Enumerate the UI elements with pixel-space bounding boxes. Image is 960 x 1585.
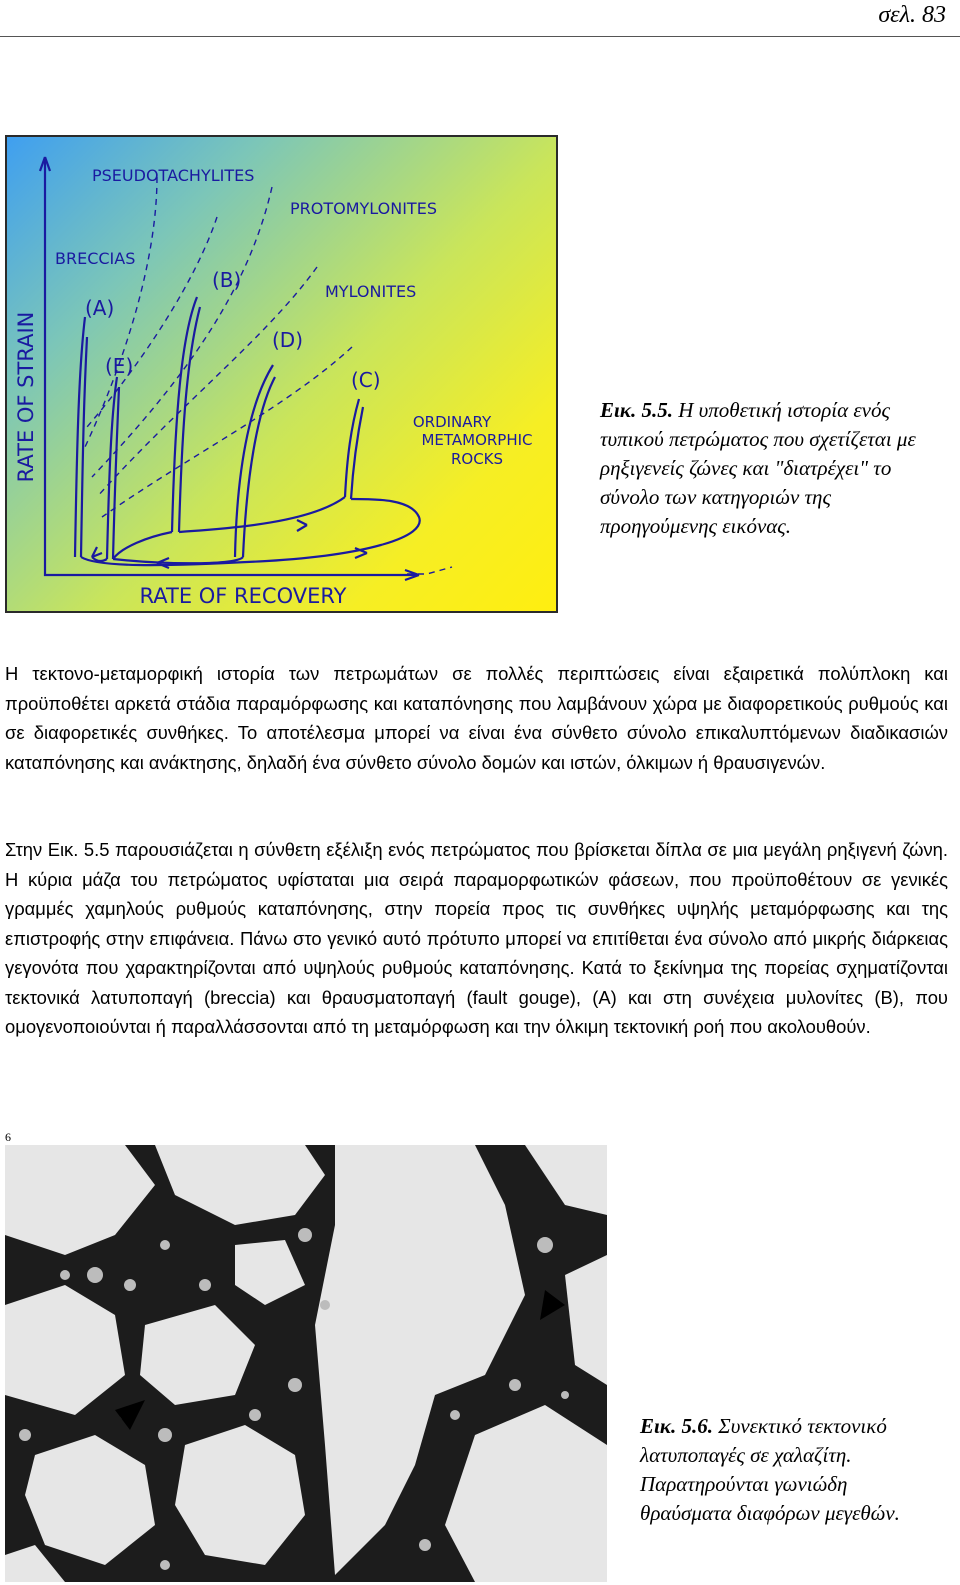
header-rule: [0, 36, 960, 37]
figure-5-5-diagram: [5, 135, 558, 613]
page-number: σελ. 83: [878, 2, 946, 28]
figure-5-5-caption-number: Εικ. 5.5.: [600, 398, 673, 422]
label-c: (C): [351, 368, 381, 392]
figure-5-6-caption-text: Συνεκτικό τεκτονικό λατυποπαγές σε χαλαζίτη. Παρατηρούνται γωνιώδη θραύσματα διαφόρων μεγεθών.: [640, 1414, 900, 1525]
paragraph-1: Η τεκτονο-μεταμορφική ιστορία των πετρωμάτων σε πολλές περιπτώσεις είναι εξαιρετικά πολύπλοκη και προϋποθέτει αρκετά στάδια παραμόρφωσης και καταπόνησης που λαμβάνουν χώρα με διαφορετικούς ρυθμούς και σε διαφορετικές συνθήκες. Το αποτέλεσμα μπορεί να είναι ένα σύνθετο σύνολο επικαλυπτόμενων διαδικασιών καταπόνησης και ανάκτησης, δηλαδή ένα σύνθετο σύνολο δομών και ιστών, όλκιμων ή θραυσιγενών.: [5, 663, 948, 773]
figure-5-6-photo: [5, 1145, 607, 1582]
label-ordinary-3: ROCKS: [450, 450, 504, 468]
paragraph-2: Στην Εικ. 5.5 παρουσιάζεται η σύνθετη εξέλιξη ενός πετρώματος που βρίσκεται δίπλα σε μια μεγάλη ρηξιγενή ζώνη. Η κύρια μάζα του πετρώματος υφίσταται μια σειρά παραμορφωτικών φάσεων, που προϋποθέτουν σε γενικές γραμμές χαμηλούς ρυθμούς καταπόνησης, στην πορεία προς τις συνθήκες υψηλής μεταμόρφωσης και της επιστροφής στην επιφάνεια. Πάνω στο γενικό αυτό πρότυπο μπορεί να επιτίθεται ένα σύνολο από μικρής διάρκειας γεγονότα που χαρακτηρίζονται από υψηλούς ρυθμούς καταπόνησης. Κατά το ξεκίνημα της πορείας σχηματίζονται τεκτονικά λατυποπαγή (breccia) και θραυσματοπαγή (fault gouge), (Α) και στη συνέχεια μυλονίτες (Β), που ομογενοποιούνται ή παραλλάσσονται από τη μεταμόρφωση και την όλκιμη τεκτονική ροή που ακολουθούν.: [5, 839, 948, 1037]
footnote-mark: 6: [5, 1130, 11, 1144]
label-ordinary-1: ORDINARY: [412, 413, 492, 431]
axis-y-label: RATE OF STRAIN: [14, 311, 38, 483]
label-breccias: BRECCIAS: [55, 249, 136, 268]
breccia-photo: [5, 1145, 607, 1582]
figure-5-6-caption-number: Εικ. 5.6.: [640, 1414, 713, 1438]
figure-5-6-caption: [640, 1412, 940, 1528]
label-pseudotachylites: PSEUDOTACHYLITES: [92, 166, 255, 185]
label-mylonites: MYLONITES: [325, 282, 417, 301]
label-a: (A): [85, 296, 115, 320]
label-d: (D): [272, 328, 304, 352]
axis-x-label: RATE OF RECOVERY: [139, 584, 347, 608]
label-ordinary-2: METAMORPHIC: [421, 431, 533, 449]
figure-5-5-caption: [600, 396, 940, 541]
strain-recovery-diagram: [7, 137, 556, 611]
label-protomylonites: PROTOMYLONITES: [290, 199, 437, 218]
figure-5-5-caption-text: Η υποθετική ιστορία ενός τυπικού πετρώματος που σχετίζεται με ρηξιγενείς ζώνες και "διατρέχει" το σύνολο των κατηγοριών της προηγούμενης εικόνας.: [600, 398, 916, 538]
label-b: (B): [212, 268, 242, 292]
label-e: (E): [105, 354, 134, 378]
